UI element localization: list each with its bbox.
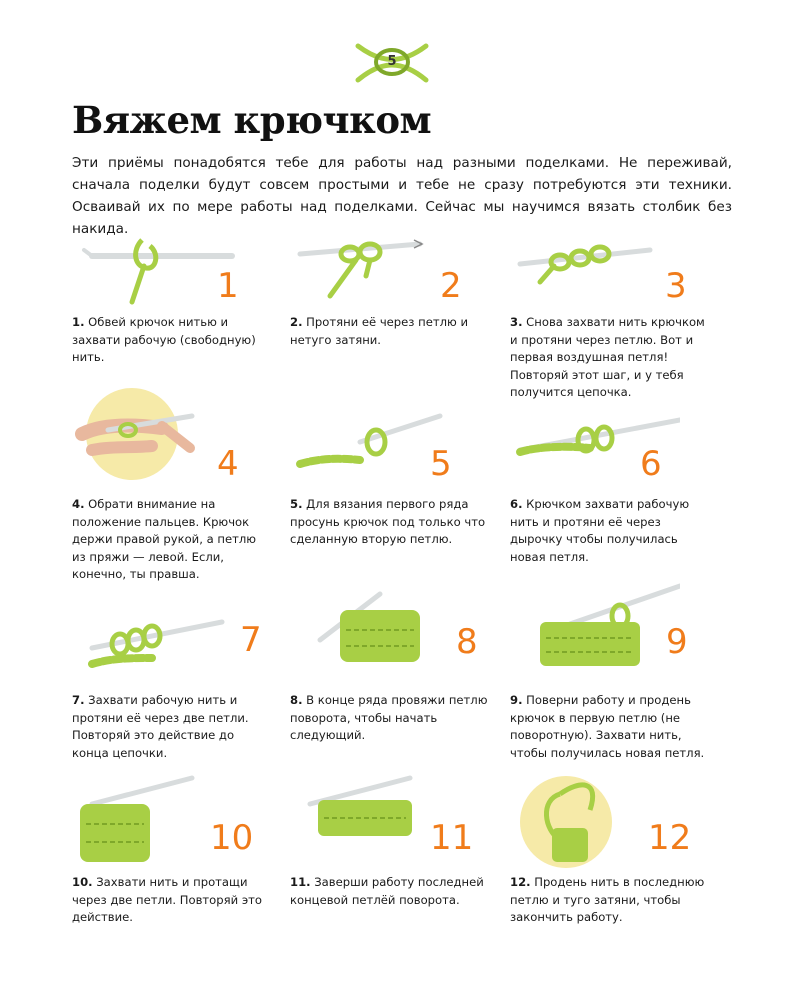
step-text: Для вязания первого ряда просунь крючок под только что сделанную вторую петлю.: [290, 497, 486, 546]
step-number: 6: [640, 444, 662, 484]
step-number: 11: [430, 818, 474, 858]
step-index: 10.: [72, 875, 93, 889]
step-number: 9: [666, 622, 688, 662]
step-index: 4.: [72, 497, 85, 511]
step-text: В конце ряда провяжи петлю поворота, чтобы начать следующий.: [290, 693, 488, 742]
crochet-step-7-illustration: [72, 608, 242, 678]
crochet-step-2-illustration: [290, 236, 460, 306]
step-caption: [72, 314, 272, 367]
step-number: 7: [240, 620, 262, 660]
step-number: 4: [217, 444, 239, 484]
step-caption: [290, 874, 490, 909]
crochet-step-8-illustration: [290, 580, 460, 680]
step-number: 8: [456, 622, 478, 662]
step-text: Поверни работу и продень крючок в первую петлю (не поворотную). Захвати нить, чтобы получилась новая петля.: [510, 693, 705, 760]
step-caption: [510, 314, 710, 402]
step-caption: [72, 692, 272, 762]
step-number: 1: [217, 266, 239, 306]
step-index: 5.: [290, 497, 303, 511]
step-caption: [510, 692, 710, 762]
step-index: 8.: [290, 693, 303, 707]
step-number: 10: [210, 818, 254, 858]
crochet-step-3-illustration: [510, 236, 680, 306]
step-text: Захвати нить и протащи через две петли. Повторяй это действие.: [72, 875, 263, 924]
crochet-step-9-illustration: [510, 580, 680, 680]
step-index: 3.: [510, 315, 523, 329]
step-index: 12.: [510, 875, 531, 889]
step-caption: [290, 314, 490, 349]
step-caption: [290, 692, 490, 745]
step-caption: [72, 496, 272, 584]
step-text: Продень нить в последнюю петлю и туго затяни, чтобы закончить работу.: [510, 875, 705, 924]
step-number: 3: [665, 266, 687, 306]
step-caption: [290, 496, 490, 549]
page-number: 5: [387, 54, 397, 69]
page-title: Вяжем крючком: [72, 98, 432, 142]
step-caption: [510, 874, 710, 927]
step-text: Заверши работу последней концевой петлёй поворота.: [290, 875, 484, 907]
step-index: 6.: [510, 497, 523, 511]
step-text: Обвей крючок нитью и захвати рабочую (свободную) нить.: [72, 315, 256, 364]
step-index: 1.: [72, 315, 85, 329]
step-caption: [72, 874, 272, 927]
step-number: 12: [648, 818, 692, 858]
step-number: 5: [430, 444, 452, 484]
intro-paragraph: Эти приёмы понадобятся тебе для работы над разными поделками. Не переживай, сначала поделки будут совсем простыми и тебе не сразу потребуются эти техники. Осваивай их по мере работы над поделками. Сейчас мы научимся вязать столбик без накида.: [72, 155, 732, 237]
step-text: Протяни её через петлю и нетуго затяни.: [290, 315, 469, 347]
step-caption: [510, 496, 710, 566]
step-text: Снова захвати нить крючком и протяни через петлю. Вот и первая воздушная петля! Повторяй этот шаг, и у тебя получится цепочка.: [510, 315, 705, 399]
step-text: Захвати рабочую нить и протяни её через две петли. Повторяй это действие до конца цепочки.: [72, 693, 249, 760]
step-text: Крючком захвати рабочую нить и протяни её через дырочку чтобы получилась новая петля.: [510, 497, 690, 564]
step-index: 7.: [72, 693, 85, 707]
step-number: 2: [440, 266, 462, 306]
step-text: Обрати внимание на положение пальцев. Крючок держи правой рукой, а петлю из пряжи — левой. Если, конечно, ты правша.: [72, 497, 257, 581]
step-index: 11.: [290, 875, 311, 889]
step-index: 2.: [290, 315, 303, 329]
step-index: 9.: [510, 693, 523, 707]
